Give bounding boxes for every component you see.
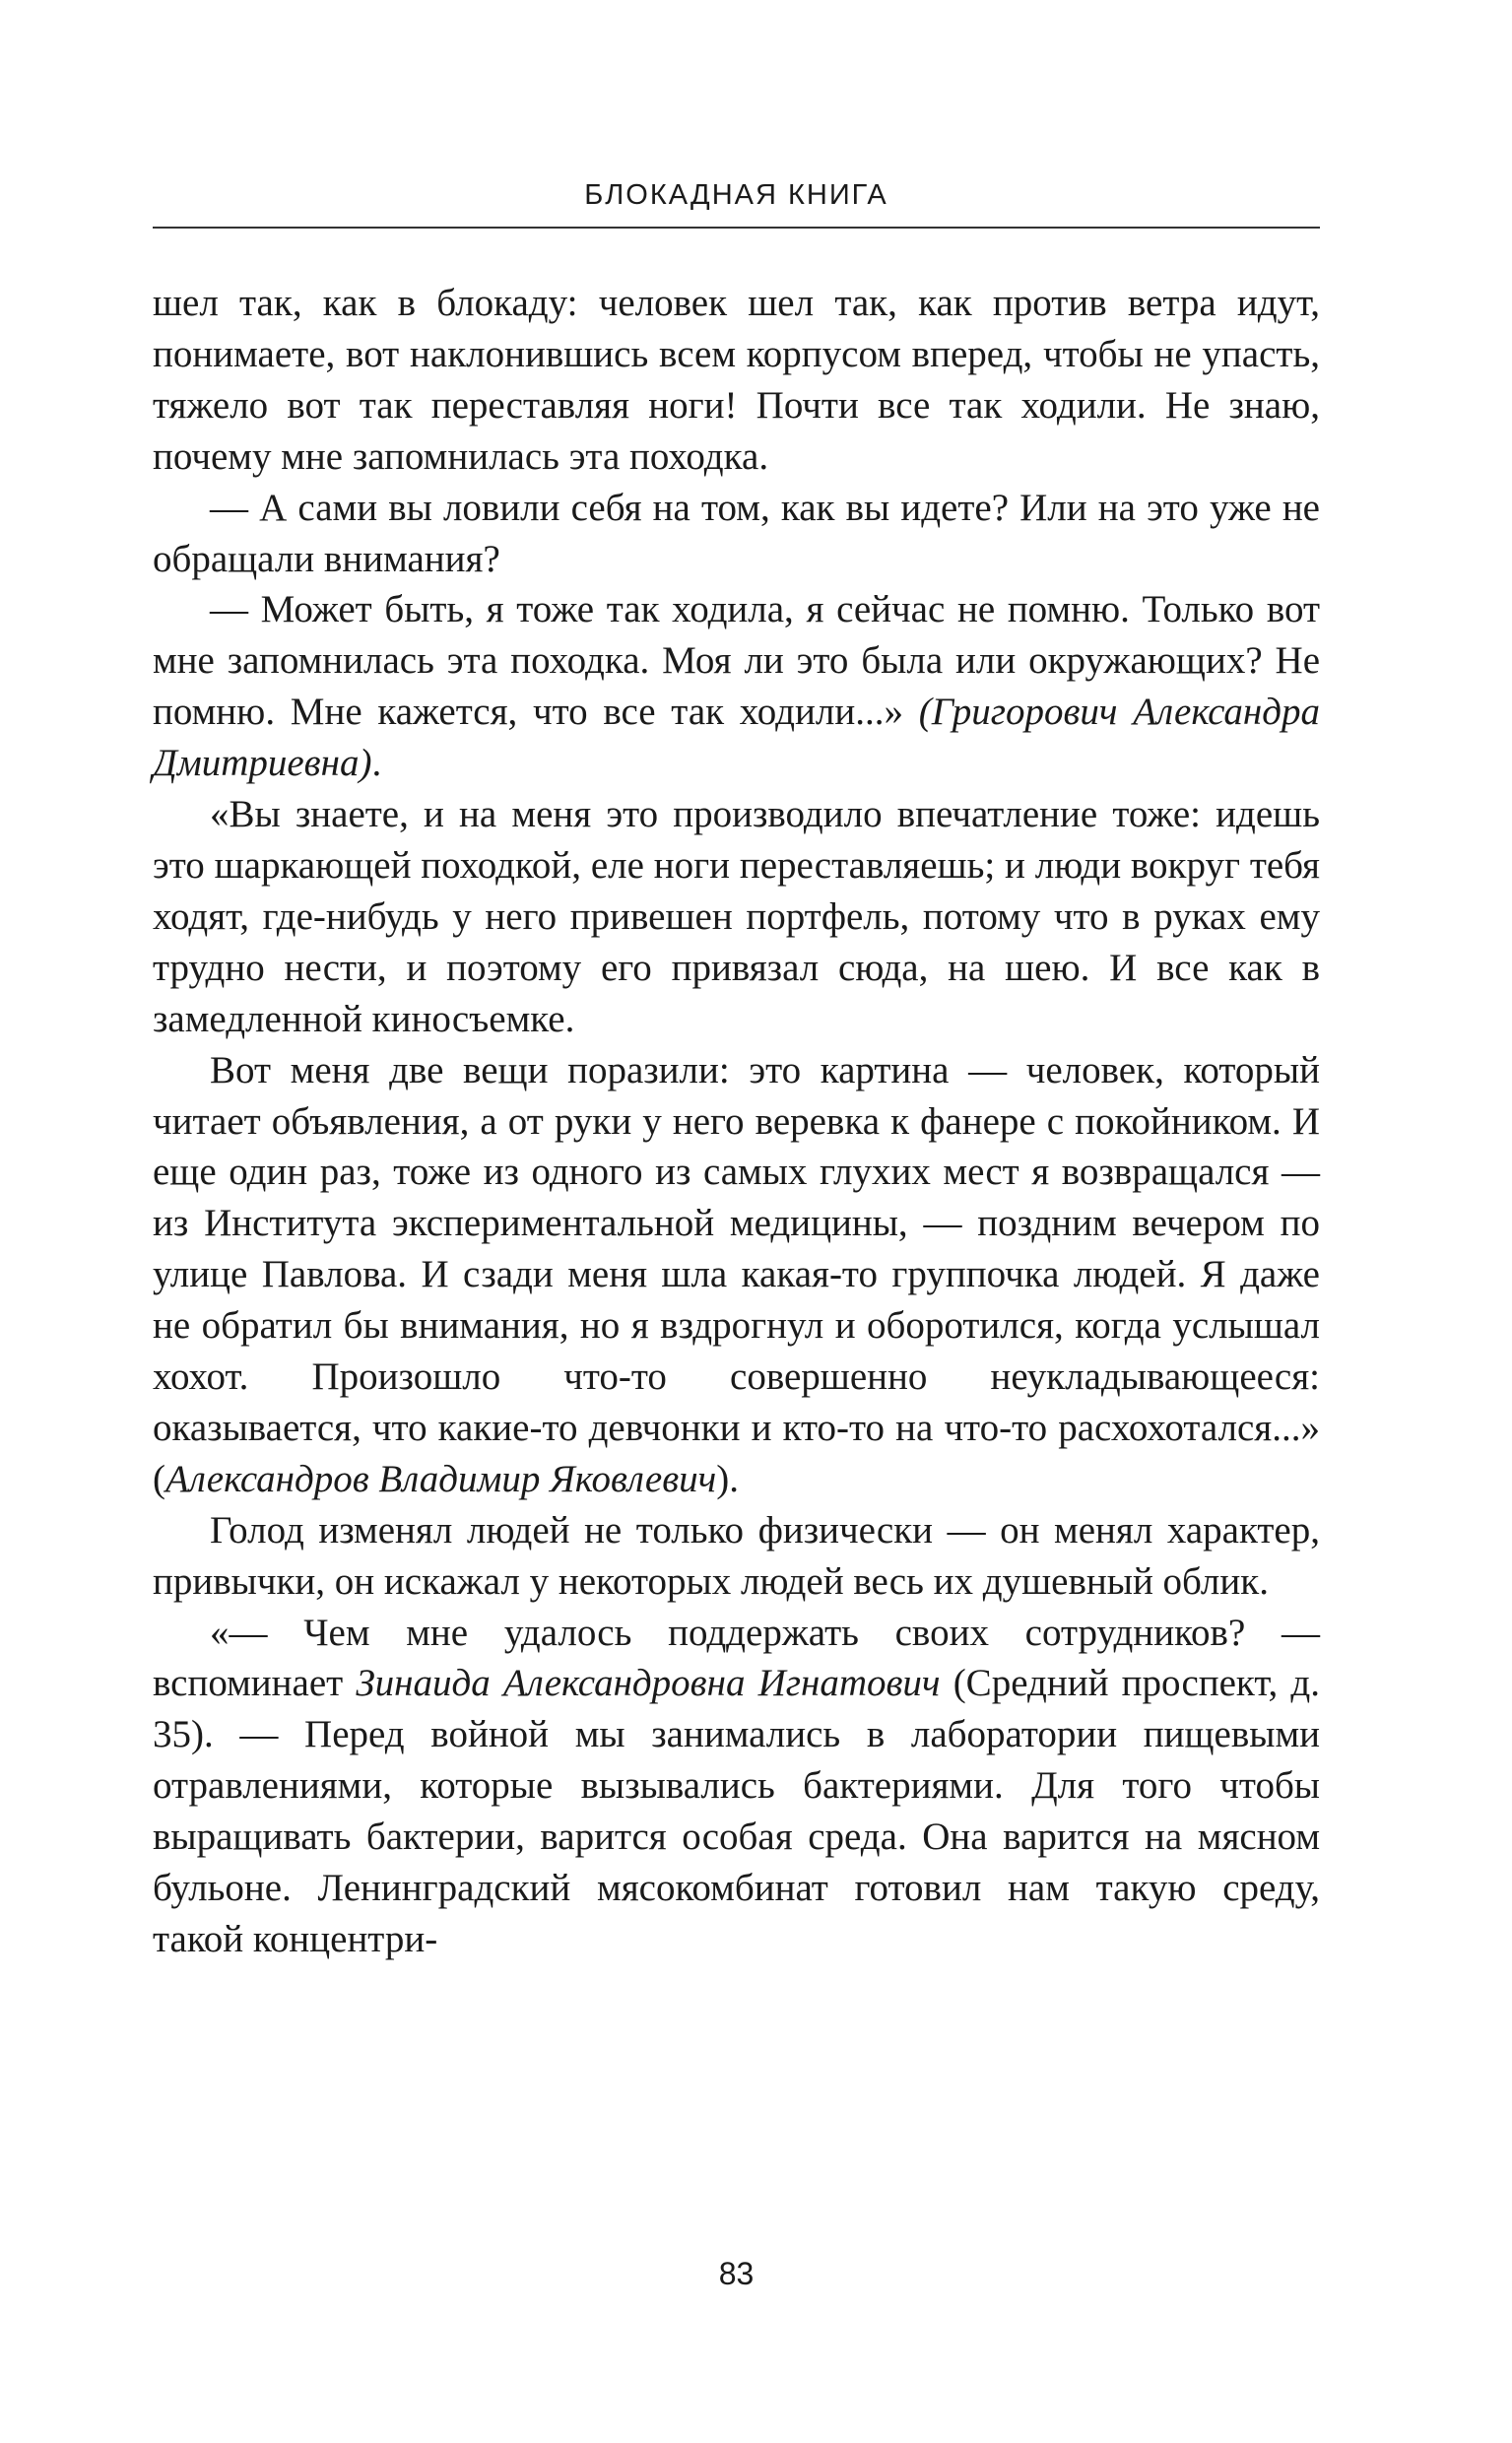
running-header: БЛОКАДНАЯ КНИГА (584, 179, 888, 211)
paragraph-7-start: «— Чем мне удалось поддержать своих сотрудников? — вспоминает (153, 1611, 1320, 1705)
page-number: 83 (718, 2256, 755, 2291)
paragraph-4 (153, 789, 1320, 1045)
citation-grigorovich: (Григорович Александра Дмитриевна) (153, 691, 1320, 785)
paragraph-7 (153, 1608, 1320, 1965)
paragraph-5-end: ). (716, 1457, 739, 1500)
paragraph-3 (153, 584, 1320, 789)
paragraph-1-text: шел так, как в блокаду: человек шел так, как против ветра идут, понимаете, вот наклонившись всем корпусом вперед, чтобы не упасть, тяжело вот так переставляя ноги! Почти все так ходили. Не знаю, почему мне запомнилась эта походка. (153, 282, 1320, 478)
citation-aleksandrov: Александров Владимир Яковлевич (165, 1457, 717, 1500)
paragraph-3-text: — Может быть, я тоже так ходила, я сейчас не помню. Только вот мне запомнилась эта походка. Моя ли это была или окружающих? Не помню. Мне кажется, что все так ходили...» (153, 588, 1320, 734)
paragraph-7-rest: (Средний проспект, д. 35). — Перед войной мы занимались в лаборатории пищевыми отравлениями, которые вызывались бактериями. Для того чтобы выращивать бактерии, варится особая среда. Она варится на мясном бульоне. Ленинградский мясокомбинат готовил нам такую среду, такой концентри- (153, 1662, 1320, 1960)
paragraph-1 (153, 278, 1320, 483)
paragraph-6 (153, 1505, 1320, 1608)
citation-ignatovich: Зинаида Александровна Игнатович (356, 1662, 941, 1705)
body-text (153, 278, 1320, 1965)
paragraph-2 (153, 483, 1320, 585)
paragraph-6-text: Голод изменял людей не только физически — он менял характер, привычки, он искажал у некоторых людей весь их душевный облик. (153, 1508, 1320, 1603)
paragraph-4-text: «Вы знаете, и на меня это производило впечатление тоже: идешь это шаркающей походкой, еле ноги переставляешь; и люди вокруг тебя ходят, где-нибудь у него привешен портфель, потому что в руках ему трудно нести, и поэтому его привязал сюда, на шею. И все как в замедленной киносъемке. (153, 793, 1320, 1040)
paragraph-5 (153, 1045, 1320, 1505)
paragraph-2-text: — А сами вы ловили себя на том, как вы идете? Или на это уже не обращали внимания? (153, 486, 1320, 580)
paragraph-5-text: Вот меня две вещи поразили: это картина — человек, который читает объявления, а от руки у него веревка к фанере с покойником. И еще один раз, тоже из одного из самых глухих мест я возвращался — из Института экспериментальной медицины, — поздним вечером по улице Павлова. И сзади меня шла какая-то группочка людей. Я даже не обратил бы внимания, но я вздрогнул и оборотился, когда услышал хохот. Произошло что-то совершенно неукладывающееся: оказывается, что какие-то девчонки и кто-то на что-то расхохотался...» ( (153, 1048, 1320, 1500)
paragraph-3-end: . (371, 742, 382, 785)
header-rule (153, 227, 1320, 229)
